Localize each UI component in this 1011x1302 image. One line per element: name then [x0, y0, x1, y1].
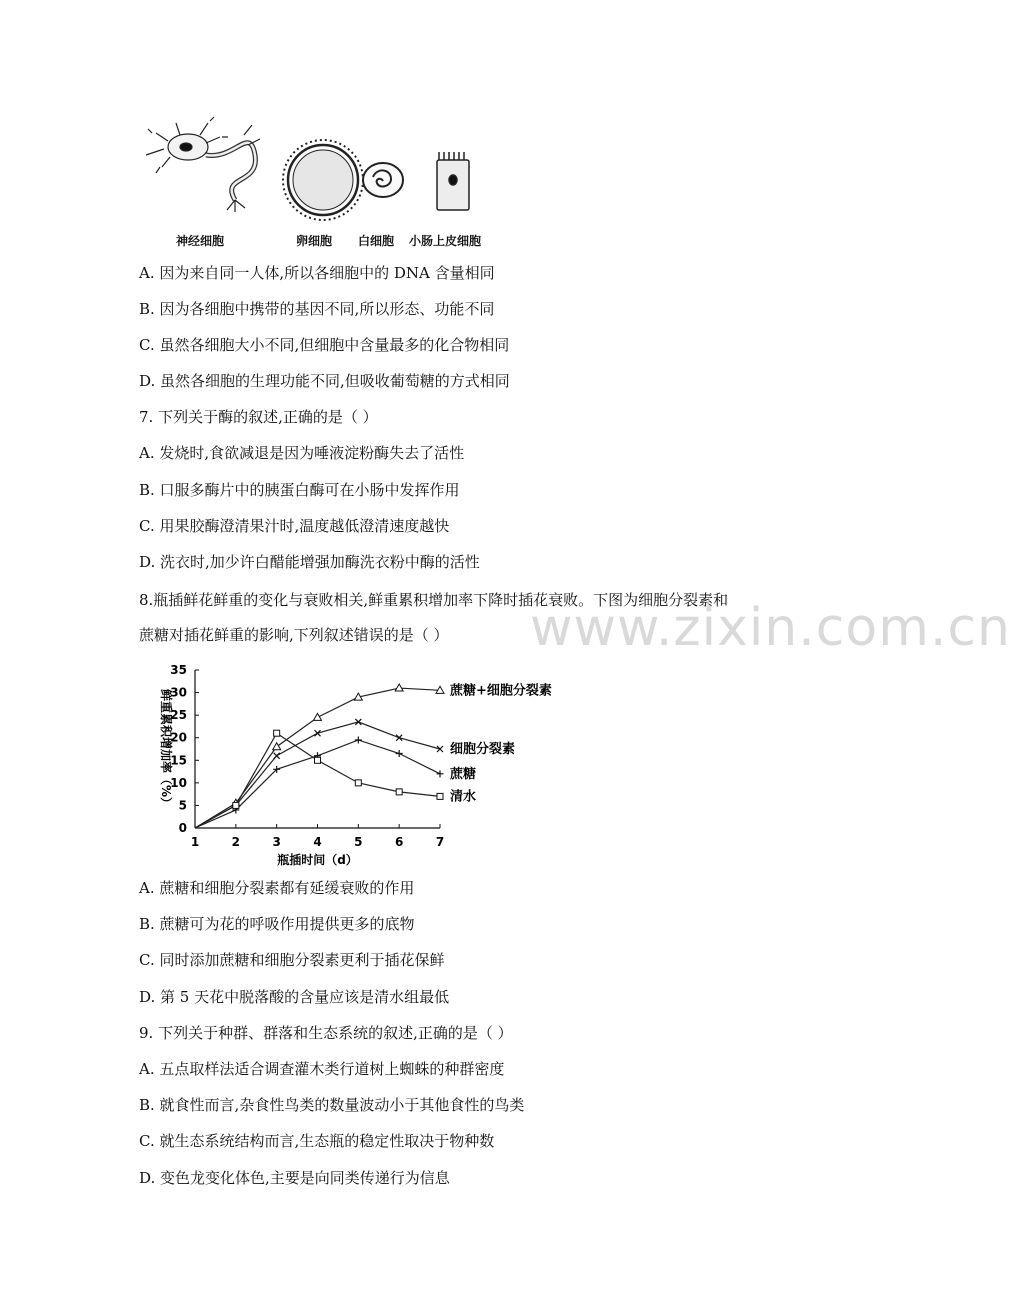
- y-axis-label: 鲜重累积增加率（%）: [159, 688, 173, 810]
- x-tick-label: 7: [435, 835, 445, 849]
- x-tick-label: 6: [394, 835, 404, 849]
- data-point: [274, 730, 280, 736]
- q7-option-d: D. 洗衣时,加少许白醋能增强加酶洗衣粉中酶的活性: [139, 553, 480, 571]
- q9-option-b: B. 就食性而言,杂食性鸟类的数量波动小于其他食性的鸟类: [139, 1096, 525, 1114]
- x-tick-label: 2: [231, 835, 241, 849]
- cell-figure: [140, 115, 540, 255]
- data-point: [355, 736, 362, 743]
- q9-option-a: A. 五点取样法适合调查灌木类行道树上蜘蛛的种群密度: [139, 1060, 505, 1078]
- q8-stem-line1: 8.瓶插鲜花鲜重的变化与衰败相关,鲜重累积增加率下降时插花衰败。下图为细胞分裂素和: [139, 591, 729, 609]
- egg-cell-drawing: [283, 140, 363, 220]
- q9-option-c: C. 就生态系统结构而言,生态瓶的稳定性取决于物种数: [139, 1132, 495, 1150]
- cell-label-epithelial: 小肠上皮细胞: [409, 234, 482, 248]
- cell-label-egg: 卵细胞: [296, 234, 333, 248]
- y-tick-label: 30: [170, 685, 187, 700]
- y-tick-label: 25: [170, 708, 187, 723]
- data-point: [396, 789, 402, 795]
- q9-option-d: D. 变色龙变化体色,主要是向同类传递行为信息: [139, 1169, 450, 1187]
- y-tick-label: 0: [178, 821, 187, 835]
- chart-svg: [150, 658, 570, 873]
- data-point: [437, 793, 443, 799]
- q8-option-b: B. 蔗糖可为花的呼吸作用提供更多的底物: [139, 915, 415, 933]
- q8-option-c: C. 同时添加蔗糖和细胞分裂素更利于插花保鲜: [139, 951, 445, 969]
- x-tick-label: 4: [313, 835, 322, 849]
- series-label: 蔗糖: [450, 766, 477, 782]
- data-point: [315, 757, 321, 763]
- data-point: [314, 713, 322, 720]
- data-point: [437, 770, 444, 777]
- data-point: [396, 750, 403, 757]
- q6-option-a: A. 因为来自同一人体,所以各细胞中的 DNA 含量相同: [139, 264, 495, 282]
- q6-option-d: D. 虽然各细胞的生理功能不同,但吸收葡萄糖的方式相同: [139, 372, 510, 390]
- y-tick-label: 5: [178, 798, 187, 813]
- y-tick-label: 20: [170, 730, 187, 745]
- x-tick-label: 3: [272, 835, 281, 849]
- data-point: [355, 780, 361, 786]
- cell-label-white: 白细胞: [358, 234, 395, 248]
- series-line-3: [195, 733, 440, 828]
- data-point: [273, 743, 281, 750]
- q9-stem: 9. 下列关于种群、群落和生态系统的叙述,正确的是（ ）: [139, 1024, 513, 1042]
- data-point: [233, 802, 239, 808]
- data-point: [395, 684, 403, 691]
- y-tick-label: 10: [170, 775, 187, 790]
- watermark: www.zixin.com.cn: [530, 598, 1011, 658]
- q6-option-b: B. 因为各细胞中携带的基因不同,所以形态、功能不同: [139, 300, 495, 318]
- series-label: 蔗糖+细胞分裂素: [450, 683, 552, 699]
- q7-stem: 7. 下列关于酶的叙述,正确的是（ ）: [139, 408, 378, 426]
- white-cell-drawing: [363, 163, 403, 197]
- x-axis-label: 瓶插时间（d）: [277, 853, 358, 867]
- series-label: 清水: [450, 789, 477, 805]
- q7-option-b: B. 口服多酶片中的胰蛋白酶可在小肠中发挥作用: [139, 481, 460, 499]
- data-point: [274, 753, 280, 759]
- x-tick-label: 1: [190, 835, 200, 849]
- cell-label-nerve: 神经细胞: [176, 234, 225, 248]
- q7-option-a: A. 发烧时,食欲减退是因为唾液淀粉酶失去了活性: [139, 444, 465, 462]
- q8-option-d: D. 第 5 天花中脱落酸的含量应该是清水组最低: [139, 988, 450, 1006]
- q7-option-c: C. 用果胶酶澄清果汁时,温度越低澄清速度越快: [139, 517, 450, 535]
- y-tick-label: 15: [170, 753, 187, 768]
- series-label: 细胞分裂素: [450, 742, 516, 757]
- q8-stem-line2: 蔗糖对插花鲜重的影响,下列叙述错误的是（ ）: [139, 626, 449, 644]
- x-tick-label: 5: [354, 835, 363, 849]
- y-tick-label: 35: [170, 663, 187, 677]
- q8-option-a: A. 蔗糖和细胞分裂素都有延缓衰败的作用: [139, 879, 415, 897]
- q6-option-c: C. 虽然各细胞大小不同,但细胞中含量最多的化合物相同: [139, 336, 510, 354]
- epithelial-cell-drawing: [437, 152, 469, 210]
- nerve-cell-drawing: [146, 117, 260, 212]
- fresh-weight-chart: [150, 658, 570, 877]
